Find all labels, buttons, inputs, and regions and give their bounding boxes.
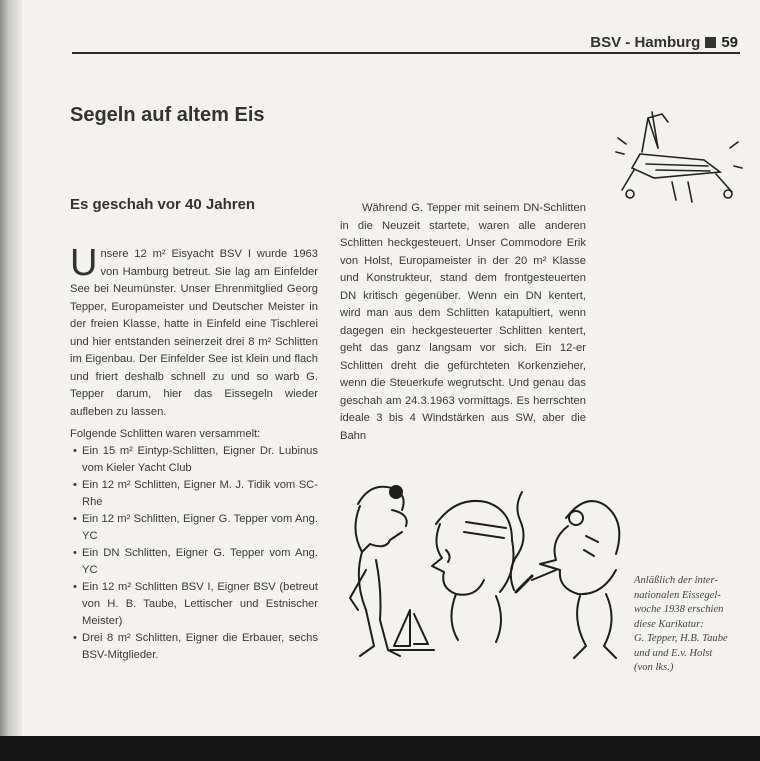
bullet-icon: • (73, 479, 77, 491)
list-intro: Folgende Schlitten waren versammelt: (70, 428, 261, 440)
article-subtitle: Es geschah vor 40 Jahren (70, 196, 256, 213)
sled-list (70, 443, 318, 664)
list-item: • Ein 12 m² Schlitten, Eigner M. J. Tidik vom SC-Rhe (73, 479, 318, 508)
list-item: • Drei 8 m² Schlitten, Eigner die Erbauer, sechs BSV-Mitglieder. (73, 632, 318, 661)
list-item: • Ein 15 m² Eintyp-Schlitten, Eigner Dr. Lubinus vom Kieler Yacht Club (73, 445, 318, 474)
list-item: • Ein 12 m² Schlitten, Eigner G. Tepper vom Ang. YC (73, 513, 318, 542)
bullet-icon: • (73, 632, 77, 644)
intro-text: nsere 12 m² Eisyacht BSV I wurde 1963 von Hamburg betreut. Sie lag am Einfelder See bei Neumünster. Unser Ehrenmitglied Georg Tepper, Europameister und Deutscher Meister in der freien Klasse, hatte in Einfeld eine Tischlerei und hier entstanden seinerzeit drei 8 m² Schlitten im Eigenbau. Der Einfelder See ist klein und flach und friert deshalb schnell zu und so warb G. Tepper darum, hier das Eissegeln wieder aufleben zu lassen. (70, 248, 318, 418)
drop-cap: U (70, 242, 98, 284)
list-item: • Ein DN Schlitten, Eigner G. Tepper vom Ang. YC (73, 547, 318, 576)
bullet-icon: • (73, 547, 77, 559)
right-column-text (340, 200, 586, 445)
running-head (590, 34, 738, 51)
caricature-illustration (336, 470, 628, 676)
body-paragraph: Während G. Tepper mit seinem DN-Schlitten in die Neuzeit startete, waren alle anderen Schlitten heckgesteuert. Unser Commodore Erik von Holst, Europameister in der 20 m² Klasse und Konstrukteur, stand dem frontgesteuerten DN kritisch gegenüber. Wenn ein DN kentert, wird man aus dem Schlitten katapultiert, wenn dagegen ein heckgesteuerter Schlitten kentert, geht das ganz langsam vor sich. Ein 12-er Schlitten dreht die gefürchteten Korkenzieher, wenn die Steuerkufe wegrutscht. Und genau das geschah am 24.3.1963 vormittags. Es herrschten ideale 3 bis 4 Windstärken aus SW, aber die Bahn (340, 202, 586, 442)
header-rule (72, 52, 740, 54)
section-name: BSV - Hamburg (590, 34, 701, 51)
scan-bottom-edge (0, 736, 760, 761)
illustration-caption: Anläßlich der inter- nationalen Eissegel- woche 1938 erschien diese Karikatur: G. Tepper, H.B. Taube und und E.v. Holst (von lks.) (634, 575, 728, 673)
intro-paragraph (70, 242, 318, 421)
page-gutter-shadow (0, 0, 22, 736)
bullet-icon: • (73, 513, 77, 525)
list-item: • Ein 12 m² Schlitten BSV I, Eigner BSV (betreut von H. B. Taube, Lettischer und Estnischer Meister) (73, 581, 318, 627)
square-bullet-icon (705, 37, 716, 48)
bullet-icon: • (73, 581, 77, 593)
bullet-icon: • (73, 445, 77, 457)
page-number: 59 (721, 34, 738, 51)
ice-yacht-sketch-illustration (612, 108, 744, 208)
article-title: Segeln auf altem Eis (70, 104, 265, 126)
